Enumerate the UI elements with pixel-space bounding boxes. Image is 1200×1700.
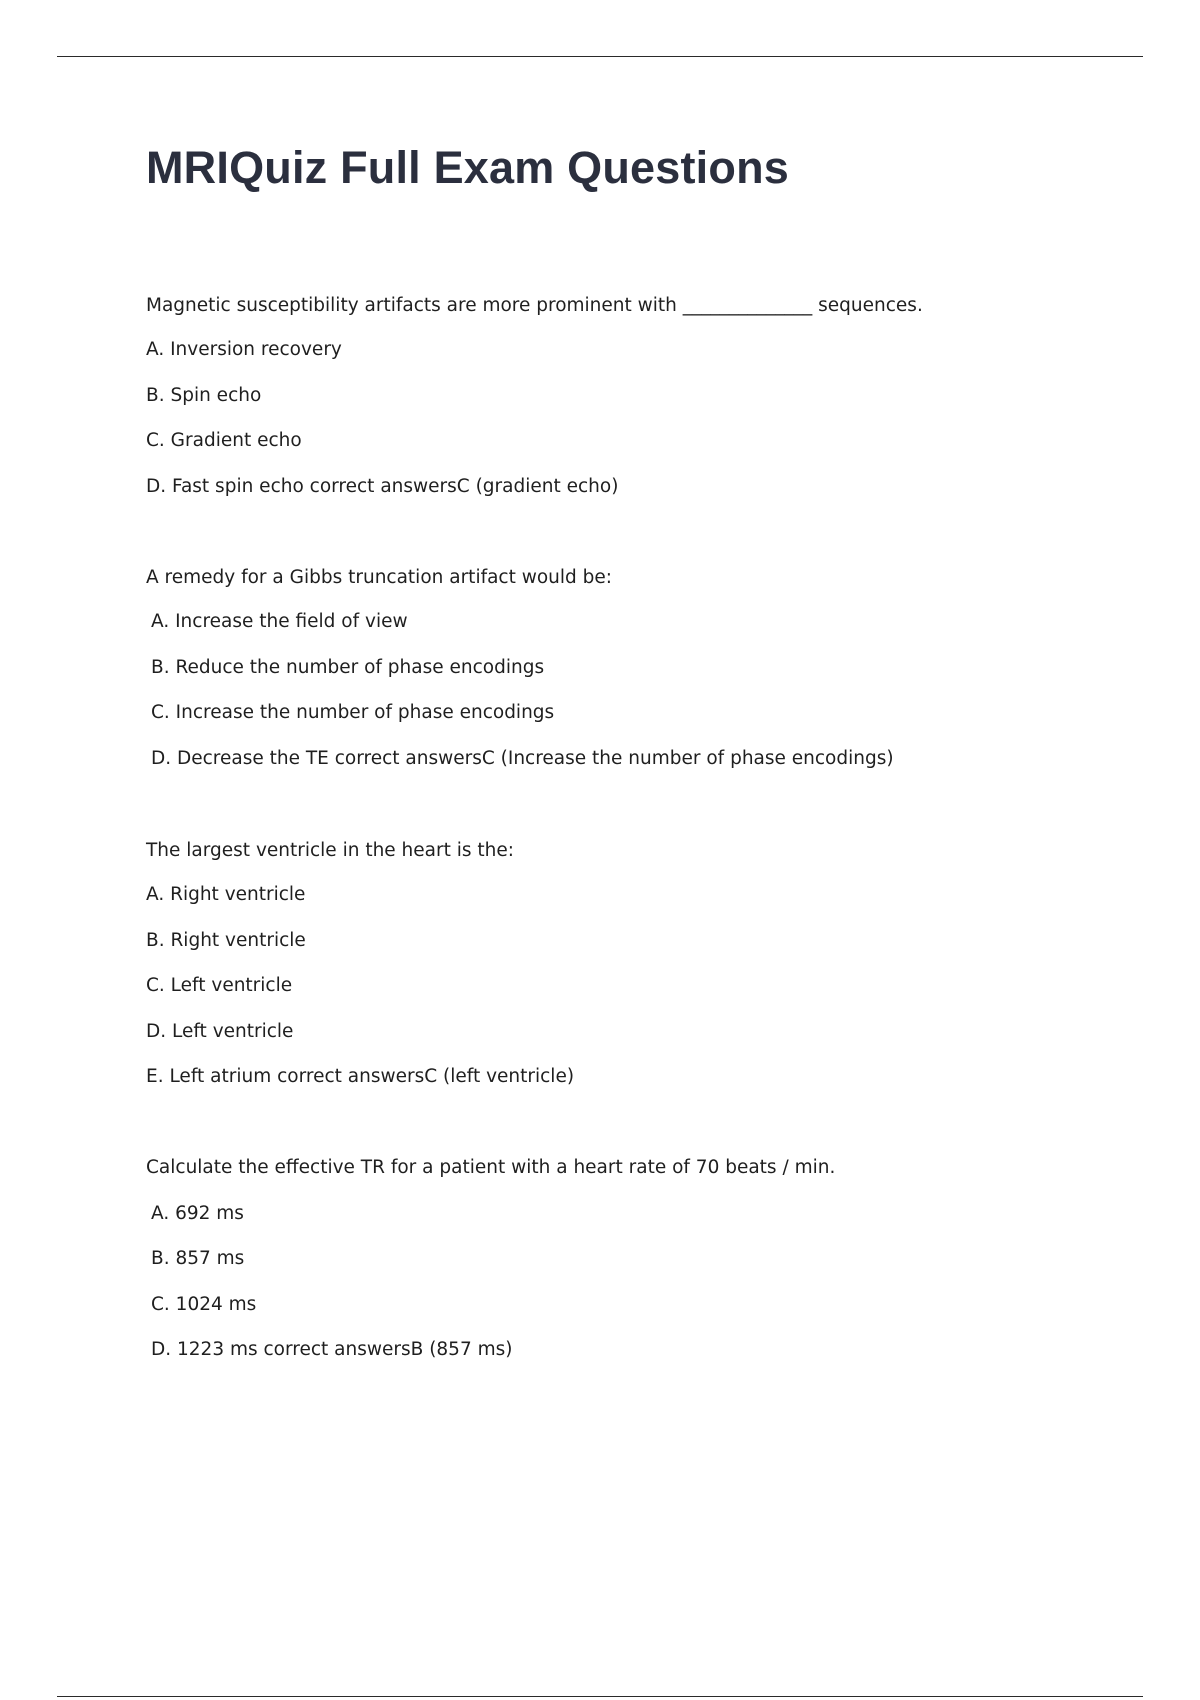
answer-option-d: D. 1223 ms correct answersB (857 ms) [151,1339,513,1360]
answer-option-d: D. Left ventricle [146,1021,294,1042]
answer-option-c: C. Gradient echo [146,430,302,451]
answer-option-a: A. Inversion recovery [146,339,342,360]
answer-option-b: B. 857 ms [151,1248,245,1269]
answer-option-b: B. Reduce the number of phase encodings [151,657,545,678]
answer-option-e: E. Left atrium correct answersC (left ventricle) [146,1066,575,1087]
question-prompt: The largest ventricle in the heart is the: [146,840,514,861]
question-prompt: Calculate the effective TR for a patient with a heart rate of 70 beats / min. [146,1157,836,1178]
answer-option-b: B. Right ventricle [146,930,306,951]
answer-option-a: A. Right ventricle [146,884,306,905]
question-prompt: Magnetic susceptibility artifacts are more prominent with ______________ sequences. [146,295,923,316]
answer-option-c: C. Increase the number of phase encodings [151,702,555,723]
answer-option-a: A. Increase the field of view [151,611,408,632]
page-title: MRIQuiz Full Exam Questions [146,142,789,193]
answer-option-a: A. 692 ms [151,1203,244,1224]
footer-rule [57,1696,1143,1697]
answer-option-c: C. 1024 ms [151,1294,257,1315]
header-rule [57,56,1143,57]
answer-option-b: B. Spin echo [146,385,262,406]
answer-option-c: C. Left ventricle [146,975,293,996]
question-prompt: A remedy for a Gibbs truncation artifact would be: [146,567,613,588]
answer-option-d: D. Fast spin echo correct answersC (gradient echo) [146,476,619,497]
answer-option-d: D. Decrease the TE correct answersC (Increase the number of phase encodings) [151,748,894,769]
